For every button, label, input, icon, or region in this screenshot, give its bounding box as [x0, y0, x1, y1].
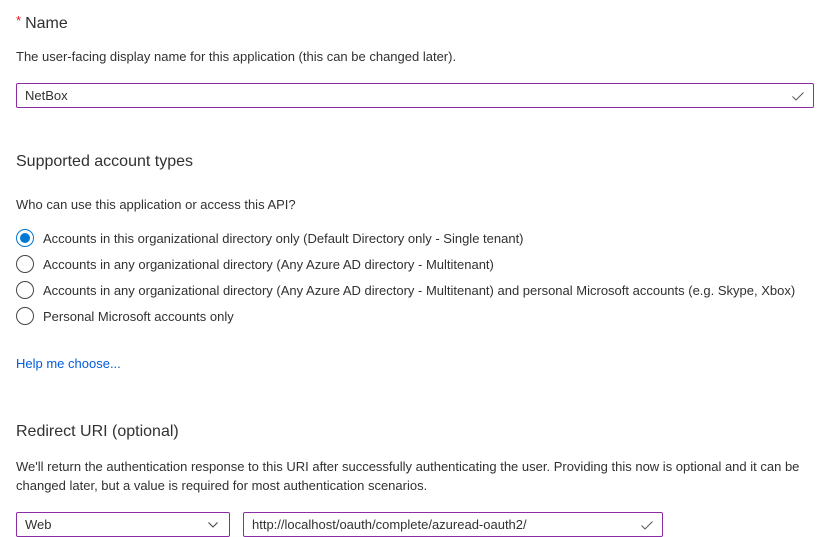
account-types-question: Who can use this application or access this API? — [16, 197, 296, 212]
app-registration-form — [0, 11, 829, 537]
help-me-choose-link[interactable]: Help me choose... — [16, 356, 121, 371]
redirect-uri-description: We'll return the authentication response to this URI after successfully authenticating the user. Providing this now is optional and it can be changed later, but a value is required for most authentication scenarios. — [16, 459, 800, 493]
account-types-radio-group — [16, 225, 814, 329]
redirect-uri-controls — [16, 512, 814, 537]
radio-option-label: Accounts in any organizational directory (Any Azure AD directory - Multitenant) and personal Microsoft accounts (e.g. Skype, Xbox) — [43, 282, 796, 298]
name-heading-label: Name — [25, 15, 68, 32]
radio-option-1[interactable] — [16, 251, 814, 277]
radio-option-label: Accounts in any organizational directory (Any Azure AD directory - Multitenant) — [43, 256, 494, 272]
radio-button-icon[interactable] — [16, 255, 34, 273]
radio-option-label: Accounts in this organizational directory only (Default Directory only - Single tenant) — [43, 230, 524, 246]
radio-option-0[interactable] — [16, 225, 814, 251]
name-description: The user-facing display name for this application (this can be changed later). — [16, 49, 457, 64]
required-asterisk: * — [16, 13, 22, 28]
name-section-heading — [16, 11, 814, 34]
redirect-uri-input[interactable] — [243, 512, 663, 537]
radio-option-3[interactable] — [16, 303, 814, 329]
radio-button-icon[interactable] — [16, 229, 34, 247]
radio-option-label: Personal Microsoft accounts only — [43, 308, 234, 324]
name-input[interactable] — [16, 83, 814, 108]
radio-button-icon[interactable] — [16, 281, 34, 299]
platform-select[interactable] — [16, 512, 230, 537]
redirect-uri-heading: Redirect URI (optional) — [16, 423, 179, 440]
platform-select-value: Web — [25, 517, 52, 532]
redirect-uri-input-wrap — [243, 512, 663, 537]
chevron-down-icon — [206, 518, 220, 532]
radio-button-icon[interactable] — [16, 307, 34, 325]
name-input-wrap — [16, 83, 814, 108]
radio-option-2[interactable] — [16, 277, 814, 303]
account-types-heading: Supported account types — [16, 153, 194, 170]
